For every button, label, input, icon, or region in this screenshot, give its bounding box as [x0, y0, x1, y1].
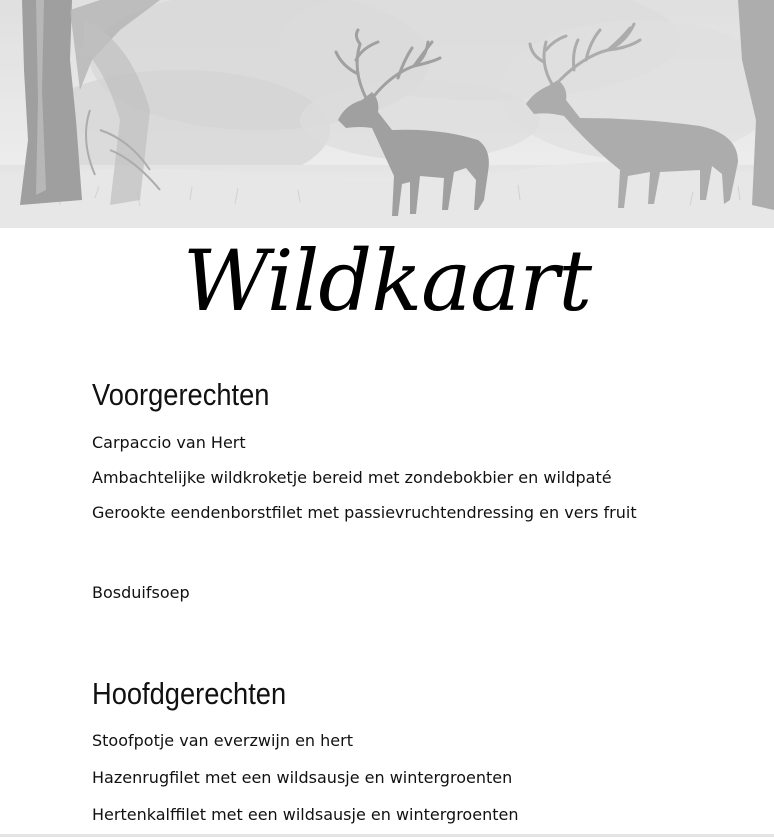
section-heading-voorgerechten: Voorgerechten [92, 377, 270, 412]
menu-item: Bosduifsoep [92, 583, 190, 602]
menu-item: Hazenrugfilet met een wildsausje en wintergroenten [92, 768, 513, 787]
menu-item: Carpaccio van Hert [92, 433, 246, 452]
deer-forest-photo [0, 0, 774, 228]
header-banner-image [0, 0, 774, 228]
menu-item: Hertenkalffilet met een wildsausje en wintergroenten [92, 805, 519, 824]
menu-item: Ambachtelijke wildkroketje bereid met zondebokbier en wildpaté [92, 468, 612, 487]
menu-item: Stoofpotje van everzwijn en hert [92, 731, 353, 750]
menu-item: Gerookte eendenborstfilet met passievruchtendressing en vers fruit [92, 503, 637, 522]
menu-title: Wildkaart [182, 232, 592, 330]
section-heading-hoofdgerechten: Hoofdgerechten [92, 676, 287, 711]
